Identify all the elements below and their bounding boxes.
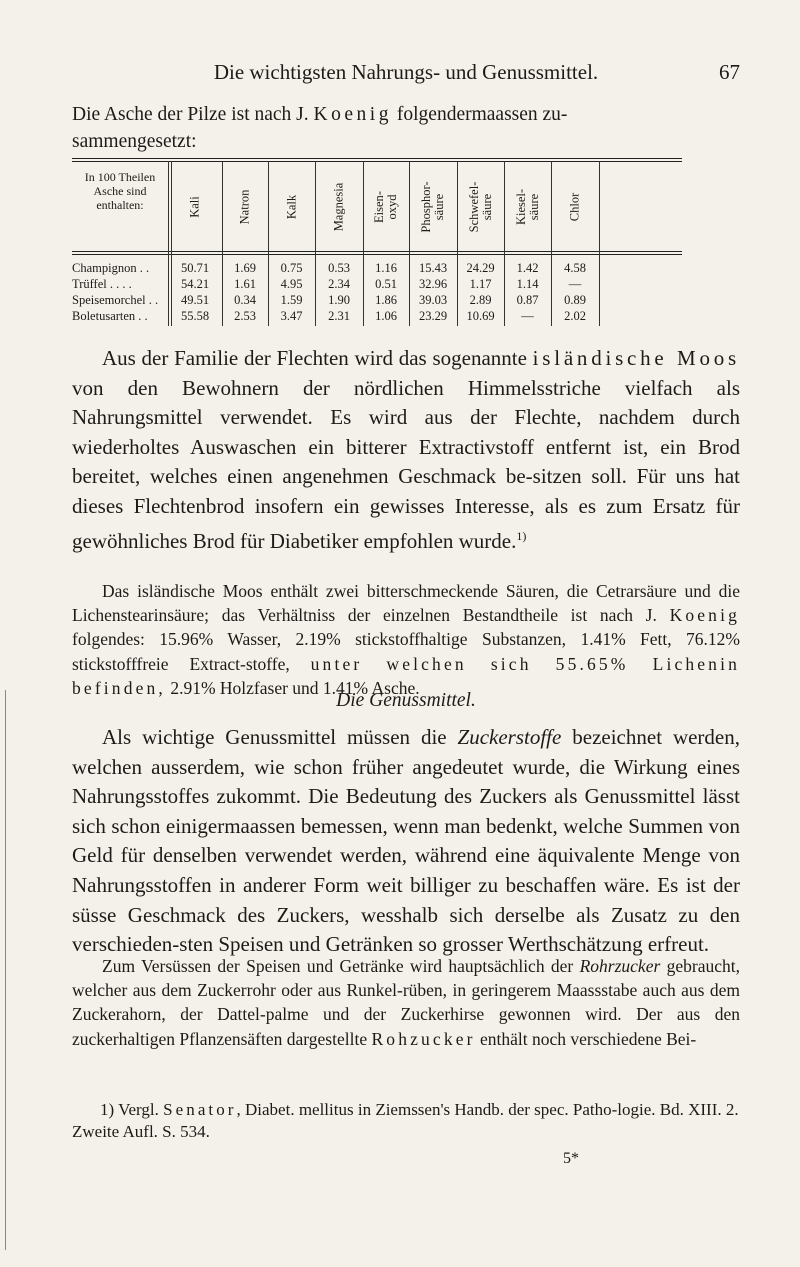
table-cell: 1.42 (516, 261, 539, 275)
row-label: Speisemorchel . . (72, 293, 159, 307)
term-isländisches-moos: isländische Moos (532, 346, 740, 370)
term-zuckerstoffe: Zuckerstoffe (457, 725, 562, 749)
table-cell: 1.86 (375, 293, 397, 307)
table-cell: 1.06 (375, 309, 397, 323)
table-cell: 50.71 (180, 261, 210, 275)
column-header: Natron (237, 189, 252, 225)
paragraph-zuckerstoffe: Als wichtige Genussmittel müssen die Zuckerstoffe bezeichnet werden, welchen ausserdem, wie schon früher angedeutet wurde, die Wirkung eines Nahrungsstoffes zukommt. Die Bedeutung des Zuckers als Genussmittel lässt sich schon einigermaassen bemessen, wenn man bedenkt, welche Summen von Geld für denselben verwendet werden, während eine äquivalente Menge von Nahrungsstoffen in anderer Form weit billiger zu beschaffen wäre. Es ist der süsse Geschmack des Zuckers, wesshalb sich derselbe als Zusatz zu den verschieden-sten Speisen und Getränken so grosser Werthschätzung erfreut. (72, 725, 740, 957)
ash-composition-table (72, 158, 682, 326)
section-heading: Die Genussmittel. (336, 690, 476, 711)
intro-line-2: sammengesetzt: (72, 131, 197, 152)
table-cell: 54.21 (180, 277, 210, 291)
table-cell: 2.02 (564, 309, 586, 323)
table-cell: 2.89 (469, 293, 492, 307)
column-header: Kali (187, 196, 202, 218)
column-header: Schwefel- säure (466, 181, 494, 233)
signature-mark: 5* (563, 1150, 579, 1167)
table-cell: 10.69 (466, 309, 495, 323)
table-cell: 1.90 (328, 293, 350, 307)
footnote: 1) Vergl. Senator, Diabet. mellitus in Ziemssen's Handb. der spec. Patho-logie. Bd. XIII. 2. Zweite Aufl. S. 534. (72, 1100, 739, 1141)
table-cell: — (568, 277, 582, 291)
table-cell: 0.87 (516, 293, 539, 307)
column-header: Magnesia (331, 182, 346, 232)
column-header: Eisen- oxyd (372, 191, 399, 223)
column-header: Kiesel- säure (513, 188, 541, 226)
table-cell: 1.61 (234, 277, 256, 291)
table-cell: 1.17 (469, 277, 492, 291)
running-title: Die wichtigsten Nahrungs- und Genussmittel. (213, 60, 599, 84)
paragraph-moos-composition: Das isländische Moos enthält zwei bitterschmeckende Säuren, die Cetrarsäure und die Lichenstearinsäure; das Verhältniss der einzelnen Bestandtheile ist nach J. Koenig folgendes: 15.96% Wasser, 2.19% stickstoffhaltige Substanzen, 1.41% Fett, 76.12% stickstofffreie Extract-stoffe, unter welchen sich 55.65% Lichenin befinden, 2.91% Holzfaser und 1.41% Asche. (72, 581, 740, 698)
column-header: Phosphor- säure (419, 181, 446, 233)
table-cell: 0.34 (234, 293, 256, 307)
table-cell: 1.59 (280, 293, 303, 307)
table-corner-header: In 100 Theilen Asche sind enthalten: (84, 170, 156, 212)
paragraph-isländisches-moos: Aus der Familie der Flechten wird das sogenannte isländische Moos von den Bewohnern der nördlichen Himmelsstriche vielfach als Nahrungsmittel verwendet. Es wird aus der Flechte, nachdem durch wiederholtes Auswaschen ein bitterer Extractivstoff entfernt ist, ein Brod bereitet, welches einen angenehmen Geschmack be-sitzen soll. Für uns hat dieses Flechtenbrod insofern ein gewisses Interesse, als es zum Ersatz für gewöhnliches Brod für Diabetiker empfohlen wurde.$^{1)}$ (72, 346, 740, 553)
table-cell: 4.58 (564, 261, 586, 275)
row-label: Champignon . . (72, 261, 150, 275)
table-cell: — (521, 309, 534, 323)
table-cell: 0.53 (328, 261, 350, 275)
table-cell: 2.53 (234, 309, 256, 323)
table-cell: 49.51 (180, 293, 210, 307)
table-cell: 1.16 (375, 261, 397, 275)
table-cell: 39.03 (418, 293, 448, 307)
footnote-ref: 1) (516, 528, 527, 543)
table-cell: 0.75 (280, 261, 303, 275)
table-cell: 3.47 (280, 309, 303, 323)
page-edge-shadow (5, 690, 6, 1250)
page-number: 67 (719, 60, 740, 84)
row-label: Boletusarten . . (72, 309, 148, 323)
table-cell: 23.29 (418, 309, 448, 323)
intro-author: Koenig (313, 104, 392, 125)
table-cell: 1.69 (234, 261, 256, 275)
table-cell: 1.14 (516, 277, 539, 291)
table-cell: 0.51 (375, 277, 397, 291)
intro-text-b: folgendermaassen zu- (392, 104, 568, 125)
table-cell: 15.43 (418, 261, 448, 275)
table-cell: 24.29 (466, 261, 495, 275)
intro-paragraph (72, 101, 740, 155)
table-cell: 2.34 (328, 277, 350, 291)
column-header: Chlor (567, 192, 582, 222)
table-cell: 32.96 (418, 277, 448, 291)
running-header (72, 60, 740, 86)
table-cell: 55.58 (180, 309, 210, 323)
table-cell: 2.31 (328, 309, 350, 323)
intro-text-a: Die Asche der Pilze ist nach J. (72, 104, 314, 125)
term-rohrzucker: Rohrzucker (579, 956, 661, 976)
row-label: Trüffel . . . . (72, 277, 132, 291)
table-cell: 4.95 (280, 277, 303, 291)
table-cell: 0.89 (564, 293, 586, 307)
column-header: Kalk (284, 194, 298, 220)
paragraph-rohrzucker: Zum Versüssen der Speisen und Getränke wird hauptsächlich der Rohrzucker gebraucht, welcher aus dem Zuckerrohr oder aus Runkel-rüben, in geringerem Maassstabe auch aus dem Zuckerahorn, der Dattel-palme und der Zuckerhirse gewonnen wird. Der aus den zuckerhaltigen Pflanzensäften dargestellte Rohzucker enthält noch verschiedene Bei- (72, 956, 741, 1049)
